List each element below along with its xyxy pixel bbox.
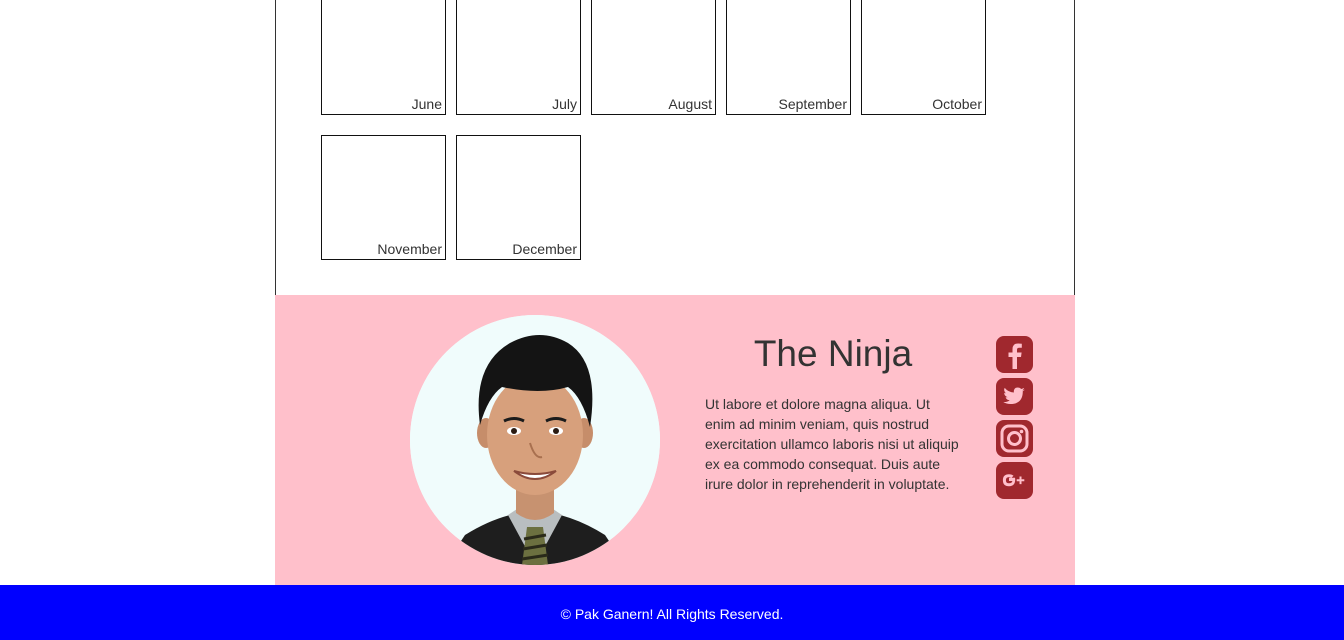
instagram-icon[interactable]	[996, 420, 1033, 457]
copyright-text: © Pak Ganern! All Rights Reserved.	[560, 606, 784, 622]
month-label: November	[377, 241, 442, 257]
facebook-icon[interactable]	[996, 336, 1033, 373]
month-card-september[interactable]	[726, 0, 851, 115]
month-label: October	[932, 96, 982, 112]
profile-title: The Ninja	[753, 333, 913, 374]
month-card-december[interactable]	[456, 135, 581, 260]
google-plus-icon[interactable]	[996, 462, 1033, 499]
month-card-october[interactable]	[861, 0, 986, 115]
person-photo-icon	[410, 315, 660, 565]
months-panel	[275, 0, 1075, 296]
month-card-august[interactable]	[591, 0, 716, 115]
twitter-icon[interactable]	[996, 378, 1033, 415]
month-card-june[interactable]	[321, 0, 446, 115]
social-links	[996, 336, 1034, 504]
profile-section	[275, 295, 1075, 585]
profile-description: Ut labore et dolore magna aliqua. Ut enim ad minim veniam, quis nostrud exercitation ullamco laboris nisi ut aliquip ex ea commodo consequat. Duis aute irure dolor in reprehenderit in voluptate.	[705, 396, 959, 492]
footer	[0, 585, 1344, 640]
month-label: August	[668, 96, 712, 112]
month-label: July	[552, 96, 577, 112]
month-label: December	[512, 241, 577, 257]
month-card-july[interactable]	[456, 0, 581, 115]
month-label: June	[411, 96, 442, 112]
avatar	[410, 315, 660, 565]
month-card-november[interactable]	[321, 135, 446, 260]
month-label: September	[778, 96, 847, 112]
